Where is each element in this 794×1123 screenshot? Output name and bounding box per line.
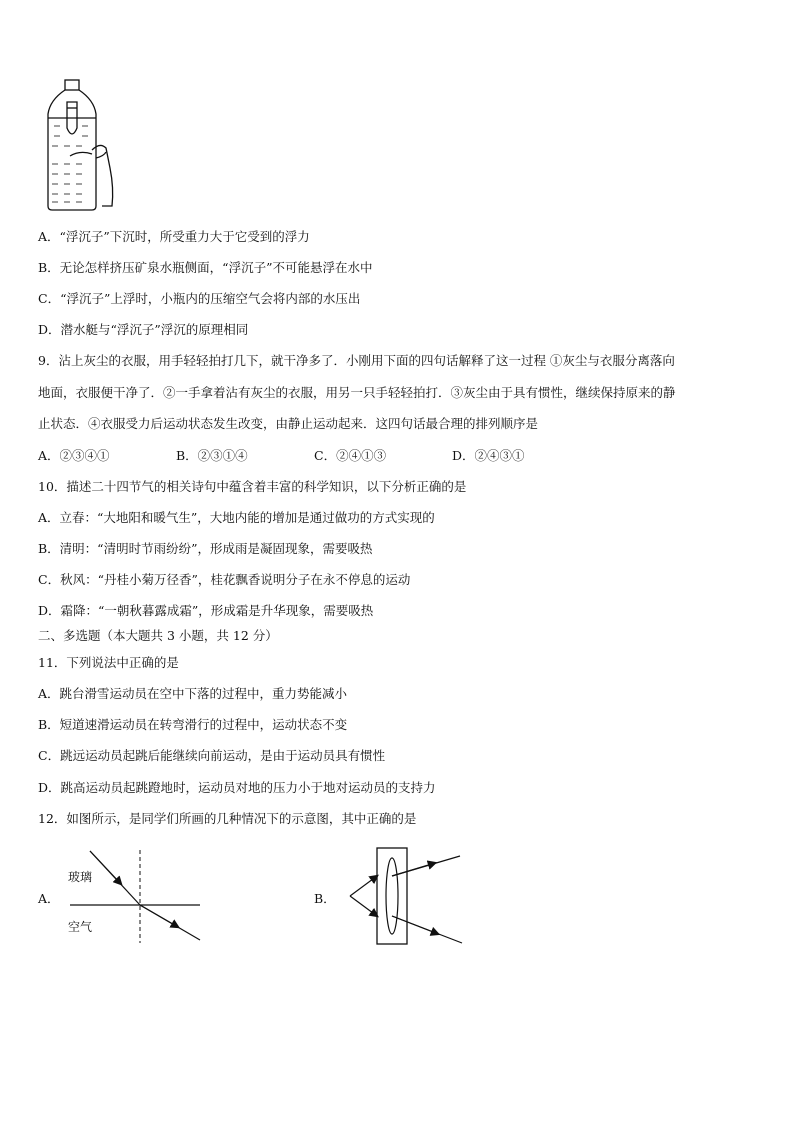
q12-figure-a-label: A． xyxy=(38,891,60,906)
q9-option-c: C．②④①③ xyxy=(314,448,387,463)
q10-stem: 10．描述二十四节气的相关诗句中蕴含着丰富的科学知识，以下分析正确的是 xyxy=(38,479,467,494)
diver-bottle-figure xyxy=(40,78,130,213)
q9-option-d: D．②④③① xyxy=(452,448,525,463)
q11-stem: 11．下列说法中正确的是 xyxy=(38,655,179,670)
lens-figure xyxy=(340,846,470,946)
q12-figure-b-label: B． xyxy=(314,891,336,906)
q11-option-b: B．短道速滑运动员在转弯滑行的过程中，运动状态不变 xyxy=(38,717,348,732)
q8-option-c: C．“浮沉子”上浮时，小瓶内的压缩空气会将内部的水压出 xyxy=(38,291,361,306)
q9-option-b: B．②③①④ xyxy=(176,448,248,463)
q11-option-c: C．跳远运动员起跳后能继续向前运动，是由于运动员具有惯性 xyxy=(38,748,386,763)
q10-option-c: C．秋风：“丹桂小菊万径香”，桂花飘香说明分子在永不停息的运动 xyxy=(38,572,411,587)
q8-option-b: B．无论怎样挤压矿泉水瓶侧面，“浮沉子”不可能悬浮在水中 xyxy=(38,260,373,275)
q9-stem-line2: 地面，衣服便干净了．②一手拿着沾有灰尘的衣服，用另一只手轻轻拍打．③灰尘由于具有惯性，继续保持原来的静 xyxy=(38,385,676,400)
q9-option-a: A．②③④① xyxy=(38,448,110,463)
convex-lens xyxy=(386,858,398,934)
q10-option-d: D．霜降：“一朝秋暮露成霜”，形成霜是升华现象，需要吸热 xyxy=(38,603,374,618)
q11-option-a: A．跳台滑雪运动员在空中下落的过程中，重力势能减小 xyxy=(38,686,348,701)
q9-stem-line1: 9．沾上灰尘的衣服，用手轻轻拍打几下，就干净多了．小刚用下面的四句话解释了这一过程 ①灰尘与衣服分离落向 xyxy=(38,353,675,368)
q8-option-a: A．“浮沉子”下沉时，所受重力大于它受到的浮力 xyxy=(38,229,310,244)
q8-option-d: D．潜水艇与“浮沉子”浮沉的原理相同 xyxy=(38,322,249,337)
air-label: 空气 xyxy=(68,920,93,934)
glass-label: 玻璃 xyxy=(68,870,93,884)
q9-stem-line3: 止状态．④衣服受力后运动状态发生改变，由静止运动起来．这四句话最合理的排列顺序是 xyxy=(38,416,539,431)
q10-option-a: A．立春：“大地阳和暖气生”，大地内能的增加是通过做功的方式实现的 xyxy=(38,510,435,525)
section-heading-multiple-choice: 二、多选题（本大题共 3 小题，共 12 分） xyxy=(38,628,278,643)
lens-box xyxy=(377,848,407,944)
q12-stem: 12．如图所示，是同学们所画的几种情况下的示意图，其中正确的是 xyxy=(38,811,417,826)
q11-option-d: D．跳高运动员起跳蹬地时，运动员对地的压力小于地对运动员的支持力 xyxy=(38,780,436,795)
q10-option-b: B．清明：“清明时节雨纷纷”，形成雨是凝固现象，需要吸热 xyxy=(38,541,373,556)
